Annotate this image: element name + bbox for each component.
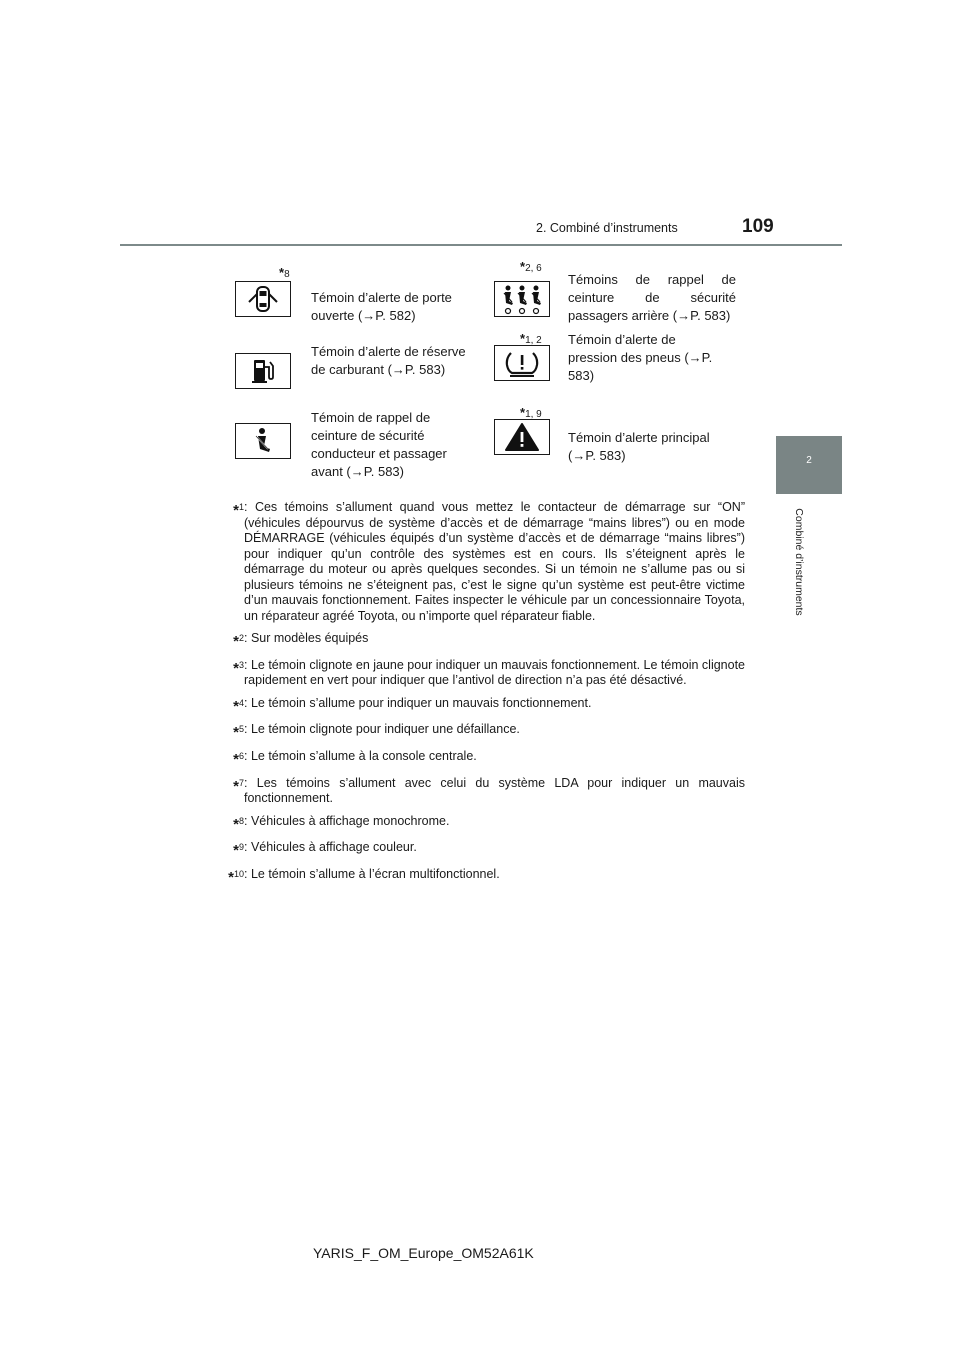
- rear-seatbelt-icon: [494, 281, 550, 317]
- footnote-item: *$^1$ : Ces témoins s’allument quand vous mettez le contacteur de démarrage sur “ON” (véhicules dépourvus de système d’accès et de démarrage “mains libres”) ou en mode DÉMARRAGE (véhicules équipés d’un système d’accès et de démarrage “mains libres”) pour indiquer qu’un contrôle des systèmes est en cours. Ils s’éteignent après le démarrage du moteur ou après quelques secondes. Si un témoin ne s’allume pas ou si plusieurs témoins ne s’éteignent pas, c’est le signe qu’un système est peut-être victime d’un mauvais fonctionnement. Faites inspecter le véhicule par un concessionnaire Toyota, un réparateur agréé Toyota, ou n’importe quel réparateur fiable.: [233, 500, 745, 623]
- warning-description: Témoin de rappel de ceinture de sécurité conducteur et passager avant (→P. 583): [311, 410, 447, 479]
- table-row: [227, 337, 757, 403]
- table-cell: [227, 403, 492, 481]
- footnote-text: : Les témoins s’allument avec celui du système LDA pour indiquer un mauvais fonctionnement.: [244, 775, 745, 806]
- chapter-label: Combiné d’instruments: [793, 508, 805, 616]
- footnote-text: : Le témoin s’allume pour indiquer un mauvais fonctionnement.: [244, 695, 592, 710]
- footnotes: [210, 500, 745, 894]
- table-cell: [227, 257, 492, 337]
- footnote-item: *$^4$ : Le témoin s’allume pour indiquer un mauvais fonctionnement.: [210, 696, 745, 716]
- footnote-ref: *1, 9: [520, 405, 542, 420]
- warning-description: Témoin d’alerte de porte ouverte (→P. 582): [311, 290, 452, 323]
- footnote-item: *$^3$ : Le témoin clignote en jaune pour indiquer un mauvais fonctionnement. Le témoin clignote rapidement en vert pour indiquer que l’antivol de direction n’a pas été désactivé.: [233, 657, 746, 688]
- footnote-text: : Le témoin clignote pour indiquer une défaillance.: [244, 722, 520, 737]
- footnote-item: *$^2$ : Sur modèles équipés: [210, 631, 745, 651]
- door-open-icon: [235, 281, 291, 317]
- warning-description: Témoin d’alerte de réserve de carburant (→P. 583): [311, 344, 466, 377]
- footnote-item: *$^8$ : Véhicules à affichage monochrome.: [210, 814, 745, 834]
- chapter-number: 2: [806, 455, 812, 466]
- footnote-text: : Véhicules à affichage monochrome.: [244, 813, 450, 828]
- footnote-text: : Ces témoins s’allument quand vous mettez le contacteur de démarrage sur “ON” (véhicules dépourvus de système d’accès et de démarrage “mains libres”) ou en mode DÉMARRAGE (véhicules équipés d’un système d’accès et de démarrage “mains libres”) pour indiquer qu’un contrôle des systèmes est en cours. Ils s’éteignent après le démarrage du moteur ou après quelques secondes. Si un témoin ne s’allume pas ou si plusieurs témoins ne s’éteignent pas, c’est le signe qu’un système est peut-être victime d’un mauvais fonctionnement. Faites inspecter le véhicule par un concessionnaire Toyota, un réparateur agréé Toyota, ou n’importe quel réparateur fiable.: [244, 500, 745, 623]
- master-warning-icon: [494, 419, 550, 455]
- warning-lights-table: [227, 257, 757, 481]
- table-cell: [492, 403, 757, 481]
- table-row: [227, 403, 757, 481]
- fuel-pump-icon: [235, 353, 291, 389]
- footnote-item: *$^5$ : Le témoin clignote pour indiquer une défaillance.: [210, 722, 745, 742]
- warning-description: Témoin d’alerte principal (→P. 583): [568, 430, 710, 463]
- footnote-text: : Véhicules à affichage couleur.: [244, 840, 417, 855]
- warning-description: Témoin d’alerte de pression des pneus (→P. 583): [568, 332, 713, 383]
- seatbelt-icon: [235, 423, 291, 459]
- section-title: 2. Combiné d’instruments: [536, 221, 678, 235]
- footnote-text: : Le témoin s’allume à la console centrale.: [244, 748, 477, 763]
- footnote-ref: *1, 2: [520, 331, 542, 346]
- chapter-tab: [776, 436, 842, 494]
- table-cell: [227, 337, 492, 403]
- footnote-text: : Le témoin clignote en jaune pour indiquer un mauvais fonctionnement. Le témoin clignote rapidement en vert pour indiquer que l’antivol de direction n’a pas été désactivé.: [244, 657, 746, 688]
- footnote-item: *$^{10}$ : Le témoin s’allume à l’écran multifonctionnel.: [210, 867, 745, 887]
- footnote-text: : Sur modèles équipés: [244, 631, 369, 645]
- page-number: 109: [742, 216, 774, 237]
- tire-pressure-icon: [494, 345, 550, 381]
- document-code: YARIS_F_OM_Europe_OM52A61K: [313, 1245, 534, 1261]
- table-cell: [492, 331, 757, 403]
- table-cell: [492, 257, 757, 337]
- footnote-item: *$^7$ : Les témoins s’allument avec celui du système LDA pour indiquer un mauvais fonctionnement.: [233, 775, 745, 806]
- header-divider: [120, 244, 842, 246]
- footnote-item: *$^9$ : Véhicules à affichage couleur.: [210, 840, 745, 860]
- table-row: [227, 257, 757, 337]
- footnote-text: : Le témoin s’allume à l’écran multifonctionnel.: [244, 866, 500, 881]
- footnote-ref: *2, 6: [520, 259, 542, 274]
- footnote-item: *$^6$ : Le témoin s’allume à la console centrale.: [210, 749, 745, 769]
- warning-description: Témoins de rappel de ceinture de sécurité passagers arrière (→P. 583): [568, 272, 736, 323]
- footnote-ref: *8: [279, 265, 290, 280]
